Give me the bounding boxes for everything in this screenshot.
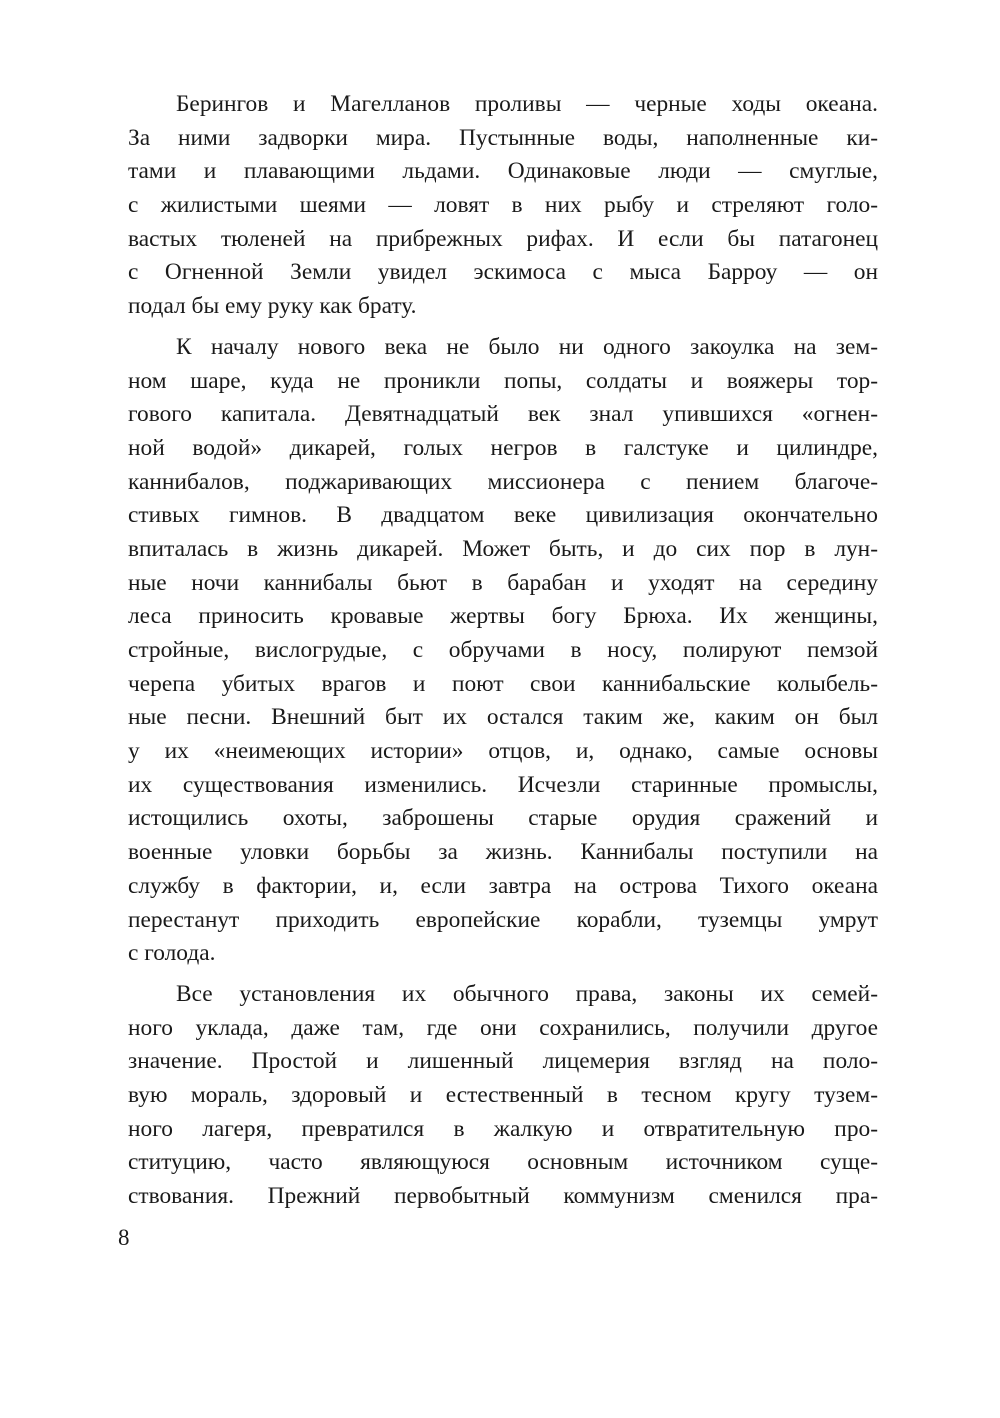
text-line: стивых гимнов. В двадцатом веке цивилизация окончательно bbox=[128, 502, 878, 529]
text-line: каннибалов, поджаривающих миссионера с пением благоче- bbox=[128, 468, 878, 495]
paragraph bbox=[128, 331, 878, 971]
text-line: вую мораль, здоровый и естественный в тесном кругу тузем- bbox=[128, 1081, 878, 1108]
text-line: ного уклада, даже там, где они сохранились, получили другое bbox=[128, 1014, 878, 1041]
text-line: ституцию, часто являющуюся основным источником суще- bbox=[128, 1149, 878, 1176]
text-line: значение. Простой и лишенный лицемерия взгляд на поло- bbox=[128, 1048, 878, 1075]
text-line: Все установления их обычного права, законы их семей- bbox=[176, 980, 878, 1007]
text-line: подал бы ему руку как брату. bbox=[128, 293, 417, 320]
text-line: гового капитала. Девятнадцатый век знал упившихся «огнен- bbox=[128, 401, 878, 428]
paragraph bbox=[128, 978, 878, 1214]
text-line: впиталась в жизнь дикарей. Может быть, и до сих пор в лун- bbox=[128, 535, 878, 562]
text-line: Берингов и Магелланов проливы — черные ходы океана. bbox=[176, 91, 878, 117]
text-line: За ними задворки мира. Пустынные воды, наполненные ки- bbox=[128, 124, 878, 151]
text-line: у их «неимеющих истории» отцов, и, однако, самые основы bbox=[128, 738, 878, 765]
text-line: ные ночи каннибалы бьют в барабан и уходят на середину bbox=[128, 569, 878, 596]
text-line: ной водой» дикарей, голых негров в галстуке и цилиндре, bbox=[128, 434, 878, 461]
text-line: с Огненной Земли увидел эскимоса с мыса Барроу — он bbox=[128, 259, 878, 286]
text-line: перестанут приходить европейские корабли, туземцы умрут bbox=[128, 906, 878, 933]
text-line: с жилистыми шеями — ловят в них рыбу и стреляют голо- bbox=[128, 192, 878, 219]
text-line: ном шаре, куда не проникли попы, солдаты и вояжеры тор- bbox=[128, 367, 878, 394]
text-line: истощились охоты, заброшены старые орудия сражений и bbox=[128, 805, 878, 832]
text-line: с голода. bbox=[128, 940, 216, 967]
text-line: леса приносить кровавые жертвы богу Брюха. Их женщины, bbox=[128, 603, 878, 630]
text-line: К началу нового века не было ни одного закоулка на зем- bbox=[176, 333, 878, 360]
text-line: ного лагеря, превратился в жалкую и отвратительную про- bbox=[128, 1115, 878, 1142]
text-line: тами и плавающими льдами. Одинаковые люди — смуглые, bbox=[128, 158, 878, 185]
text-line: ные песни. Внешний быт их остался таким же, каким он был bbox=[128, 704, 878, 731]
paragraph-gap bbox=[128, 971, 878, 978]
text-line: стройные, вислогрудые, с обручами в носу, полируют пемзой bbox=[128, 637, 878, 663]
text-line: их существования изменились. Исчезли старинные промыслы, bbox=[128, 771, 878, 798]
text-line: службу в фактории, и, если завтра на острова Тихого океана bbox=[128, 872, 878, 899]
text-line: вастых тюленей на прибрежных рифах. И если бы патагонец bbox=[128, 225, 878, 252]
text-line: военные уловки борьбы за жизнь. Каннибалы поступили на bbox=[128, 839, 878, 866]
body-text bbox=[128, 88, 878, 1214]
text-line: черепа убитых врагов и поют свои каннибальские колыбель- bbox=[128, 670, 878, 697]
paragraph-gap bbox=[128, 324, 878, 331]
paragraph bbox=[128, 88, 878, 324]
text-line: ствования. Прежний первобытный коммунизм сменился пра- bbox=[128, 1183, 878, 1209]
page-number: 8 bbox=[118, 1225, 130, 1250]
